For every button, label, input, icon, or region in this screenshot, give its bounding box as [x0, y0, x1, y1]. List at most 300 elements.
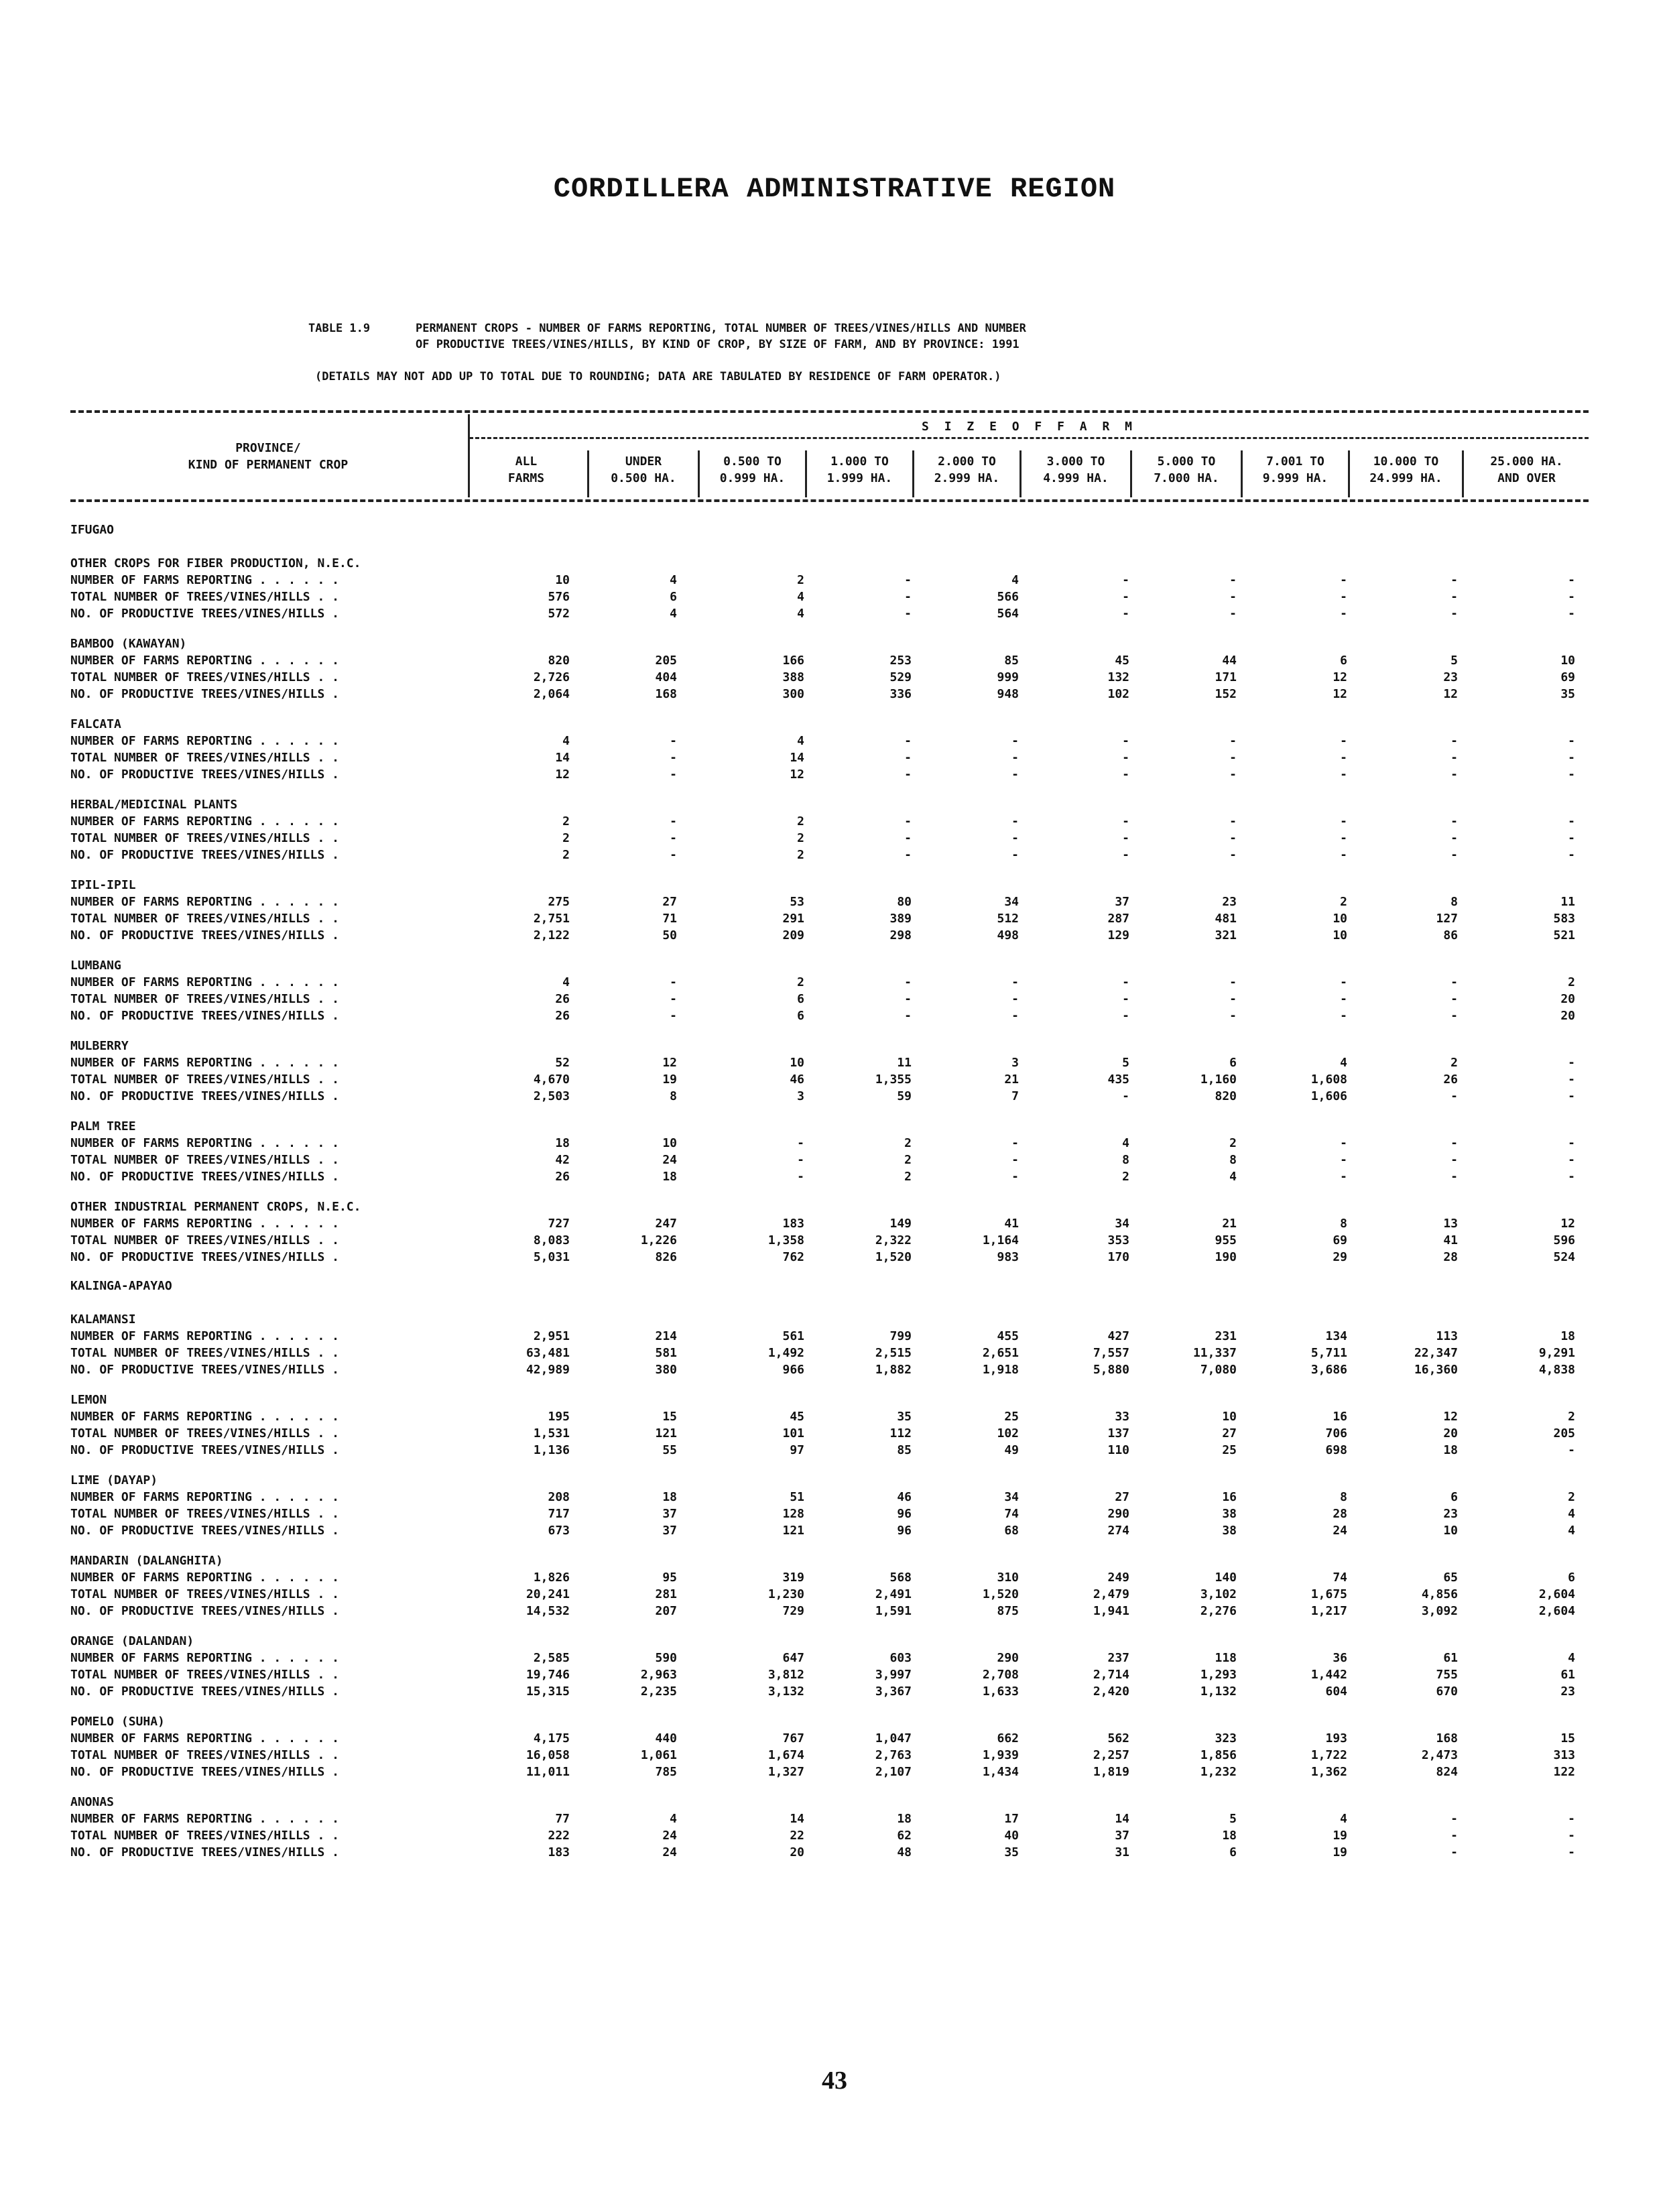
- table-cell: 1,674: [767, 1748, 804, 1762]
- crop-block: [70, 1311, 1589, 1378]
- column-header-line-1: 5.000 TO: [1157, 454, 1216, 469]
- table-cell: 576: [548, 590, 570, 604]
- table-cell: -: [670, 1009, 677, 1023]
- row-label: NUMBER OF FARMS REPORTING . . . . . .: [70, 1571, 339, 1585]
- column-header-line-1: 25.000 HA.: [1490, 454, 1563, 469]
- table-row: [70, 1844, 1589, 1861]
- table-cell: -: [1340, 814, 1347, 828]
- table-cell: -: [1340, 1170, 1347, 1184]
- table-cell: 604: [1325, 1684, 1347, 1699]
- table-cell: 19: [1333, 1845, 1347, 1859]
- table-cell: 1,819: [1093, 1765, 1129, 1779]
- table-cell: -: [1122, 831, 1129, 845]
- table-row: [70, 1569, 1589, 1586]
- table-cell: -: [1568, 734, 1575, 748]
- column-header-line-1: 2.000 TO: [938, 454, 996, 469]
- table-caption: [308, 320, 1381, 353]
- table-row: [70, 1054, 1589, 1071]
- table-cell: 2,322: [875, 1233, 912, 1247]
- table-cell: -: [1450, 1812, 1458, 1826]
- table-cell: 19: [662, 1072, 677, 1087]
- table-cell: 1,327: [767, 1765, 804, 1779]
- table-cell: 222: [548, 1829, 570, 1843]
- table-cell: 12: [662, 1056, 677, 1070]
- table-cell: -: [797, 1170, 804, 1184]
- table-cell: 2: [904, 1136, 912, 1150]
- table-cell: 59: [897, 1089, 912, 1103]
- table-cell: 1,230: [767, 1587, 804, 1601]
- table-cell: 647: [782, 1651, 804, 1665]
- table-cell: 205: [1553, 1426, 1575, 1440]
- table-cell: 698: [1325, 1443, 1347, 1457]
- table-cell: 767: [782, 1731, 804, 1745]
- table-cell: 27: [662, 895, 677, 909]
- crop-block: [70, 1713, 1589, 1780]
- table-cell: 12: [555, 767, 570, 782]
- table-cell: 17: [1004, 1812, 1019, 1826]
- table-cell: 62: [897, 1829, 912, 1843]
- table-cell: 149: [889, 1217, 912, 1231]
- column-divider: [1462, 450, 1464, 497]
- table-cell: 35: [1004, 1845, 1019, 1859]
- table-row: [70, 766, 1589, 783]
- table-cell: 290: [997, 1651, 1019, 1665]
- table-cell: 353: [1107, 1233, 1129, 1247]
- stub-header-line-2: KIND OF PERMANENT CROP: [188, 458, 349, 472]
- column-header-line-1: ALL: [515, 454, 538, 469]
- table-cell: 2,714: [1093, 1668, 1129, 1682]
- row-label: NUMBER OF FARMS REPORTING . . . . . .: [70, 1410, 339, 1424]
- table-cell: 18: [555, 1136, 570, 1150]
- table-cell: 137: [1107, 1426, 1129, 1440]
- table-cell: -: [797, 1136, 804, 1150]
- table-cell: 34: [1004, 895, 1019, 909]
- column-header: [590, 453, 697, 487]
- table-cell: 45: [1115, 654, 1129, 668]
- table-row: [70, 1249, 1589, 1266]
- row-label: NUMBER OF FARMS REPORTING . . . . . .: [70, 1731, 339, 1745]
- table-cell: 2,604: [1538, 1604, 1575, 1618]
- table-cell: 2,122: [533, 928, 570, 942]
- row-label: NUMBER OF FARMS REPORTING . . . . . .: [70, 1651, 339, 1665]
- table-cell: 6: [797, 1009, 804, 1023]
- table-cell: 2: [797, 814, 804, 828]
- table-cell: 966: [782, 1363, 804, 1377]
- table-cell: 171: [1215, 670, 1237, 684]
- table-cell: -: [1568, 1812, 1575, 1826]
- table-cell: 4,856: [1421, 1587, 1458, 1601]
- table-row: [70, 927, 1589, 944]
- table-cell: 23: [1222, 895, 1237, 909]
- row-label: TOTAL NUMBER OF TREES/VINES/HILLS . .: [70, 1233, 339, 1247]
- table-cell: 2: [1229, 1136, 1237, 1150]
- table-cell: 18: [662, 1490, 677, 1504]
- crop-name: ANONAS: [70, 1795, 115, 1809]
- table-cell: 4: [1568, 1651, 1575, 1665]
- table-cell: -: [904, 751, 912, 765]
- table-cell: 8: [670, 1089, 677, 1103]
- table-row: [70, 1071, 1589, 1088]
- crop-name: OTHER CROPS FOR FIBER PRODUCTION, N.E.C.: [70, 556, 361, 570]
- column-header-line-1: 3.000 TO: [1046, 454, 1105, 469]
- table-cell: -: [1450, 573, 1458, 587]
- table-cell: 208: [548, 1490, 570, 1504]
- crop-name: HERBAL/MEDICINAL PLANTS: [70, 798, 238, 812]
- table-cell: 6: [1340, 654, 1347, 668]
- table-cell: 755: [1436, 1668, 1458, 1682]
- crop-block: [70, 1794, 1589, 1861]
- column-header-line-1: UNDER: [625, 454, 662, 469]
- table-cell: 4: [1568, 1507, 1575, 1521]
- row-label: NO. OF PRODUCTIVE TREES/VINES/HILLS .: [70, 928, 339, 942]
- table-cell: 481: [1215, 912, 1237, 926]
- table-cell: 427: [1107, 1329, 1129, 1343]
- crop-block: [70, 1392, 1589, 1459]
- column-header-line-2: 0.999 HA.: [719, 471, 786, 485]
- table-cell: 74: [1333, 1571, 1347, 1585]
- table-cell: -: [1122, 975, 1129, 989]
- table-cell: 5,711: [1310, 1346, 1347, 1360]
- table-row: [70, 1764, 1589, 1780]
- table-cell: 564: [997, 607, 1019, 621]
- table-cell: 2: [797, 975, 804, 989]
- table-cell: 37: [1115, 895, 1129, 909]
- table-cell: -: [1011, 831, 1019, 845]
- row-label: NUMBER OF FARMS REPORTING . . . . . .: [70, 1812, 339, 1826]
- table-cell: 10: [790, 1056, 804, 1070]
- table-cell: -: [1340, 573, 1347, 587]
- table-cell: 34: [1115, 1217, 1129, 1231]
- table-note: (DETAILS MAY NOT ADD UP TO TOTAL DUE TO ROUNDING; DATA ARE TABULATED BY RESIDENCE OF FARM OPERATOR.): [315, 370, 1001, 383]
- table-cell: -: [904, 975, 912, 989]
- table-row: [70, 1603, 1589, 1619]
- province-heading: KALINGA-APAYAO: [70, 1279, 172, 1293]
- table-cell: 435: [1107, 1072, 1129, 1087]
- table-cell: 12: [790, 767, 804, 782]
- table-cell: 5,031: [533, 1250, 570, 1264]
- table-cell: 568: [889, 1571, 912, 1585]
- table-cell: 24: [662, 1153, 677, 1167]
- table-cell: 18: [1443, 1443, 1458, 1457]
- table-cell: 15: [662, 1410, 677, 1424]
- table-cell: 237: [1107, 1651, 1129, 1665]
- table-cell: 2: [562, 814, 570, 828]
- table-cell: 10: [555, 573, 570, 587]
- table-cell: 61: [1560, 1668, 1575, 1682]
- table-cell: 27: [1115, 1490, 1129, 1504]
- table-cell: 52: [555, 1056, 570, 1070]
- row-label: NO. OF PRODUCTIVE TREES/VINES/HILLS .: [70, 1604, 339, 1618]
- table-cell: 85: [1004, 654, 1019, 668]
- table-cell: 1,531: [533, 1426, 570, 1440]
- crop-name: LEMON: [70, 1393, 107, 1407]
- table-cell: 11: [1560, 895, 1575, 909]
- table-cell: 7,557: [1093, 1346, 1129, 1360]
- column-header: [1351, 453, 1461, 487]
- table-cell: -: [1122, 1089, 1129, 1103]
- table-cell: -: [1340, 767, 1347, 782]
- table-row: [70, 1007, 1589, 1024]
- table-cell: 2: [1450, 1056, 1458, 1070]
- crop-block: [70, 877, 1589, 944]
- table-cell: 10: [1222, 1410, 1237, 1424]
- table-cell: 521: [1553, 928, 1575, 942]
- table-cell: 1,941: [1093, 1604, 1129, 1618]
- table-cell: 2: [797, 831, 804, 845]
- table-cell: 572: [548, 607, 570, 621]
- column-header-line-2: AND OVER: [1497, 471, 1556, 485]
- table-cell: 48: [897, 1845, 912, 1859]
- table-cell: 134: [1325, 1329, 1347, 1343]
- crop-name: BAMBOO (KAWAYAN): [70, 637, 187, 651]
- column-header: [700, 453, 804, 487]
- table-cell: -: [1122, 734, 1129, 748]
- table-cell: 51: [790, 1490, 804, 1504]
- table-row: [70, 1328, 1589, 1345]
- table-cell: 42: [555, 1153, 570, 1167]
- table-cell: -: [1450, 814, 1458, 828]
- row-label: TOTAL NUMBER OF TREES/VINES/HILLS . .: [70, 1426, 339, 1440]
- table-cell: 662: [997, 1731, 1019, 1745]
- table-cell: 8: [1122, 1153, 1129, 1167]
- table-cell: 16: [1222, 1490, 1237, 1504]
- table-cell: 41: [1004, 1217, 1019, 1231]
- table-cell: 40: [1004, 1829, 1019, 1843]
- table-cell: 2: [1340, 895, 1347, 909]
- table-cell: 581: [655, 1346, 677, 1360]
- row-label: NUMBER OF FARMS REPORTING . . . . . .: [70, 895, 339, 909]
- row-label: TOTAL NUMBER OF TREES/VINES/HILLS . .: [70, 912, 339, 926]
- table-cell: 4: [797, 590, 804, 604]
- table-row: [70, 1408, 1589, 1425]
- table-cell: 68: [1004, 1524, 1019, 1538]
- table-cell: 207: [655, 1604, 677, 1618]
- table-cell: -: [1568, 1829, 1575, 1843]
- column-header-line-2: FARMS: [507, 471, 545, 485]
- table-cell: 16,058: [526, 1748, 570, 1762]
- crop-name: PALM TREE: [70, 1119, 136, 1133]
- table-cell: 11: [897, 1056, 912, 1070]
- row-label: TOTAL NUMBER OF TREES/VINES/HILLS . .: [70, 1153, 339, 1167]
- table-cell: 22: [790, 1829, 804, 1843]
- table-row: [70, 830, 1589, 847]
- table-cell: 46: [897, 1490, 912, 1504]
- table-cell: 2: [904, 1153, 912, 1167]
- table-cell: -: [1340, 992, 1347, 1006]
- table-cell: 2,276: [1200, 1604, 1237, 1618]
- table-cell: 5: [1122, 1056, 1129, 1070]
- table-cell: 1,918: [982, 1363, 1019, 1377]
- table-cell: 129: [1107, 928, 1129, 942]
- table-cell: -: [1450, 848, 1458, 862]
- table-cell: 85: [897, 1443, 912, 1457]
- table-cell: 6: [1450, 1490, 1458, 1504]
- row-label: TOTAL NUMBER OF TREES/VINES/HILLS . .: [70, 1748, 339, 1762]
- row-label: NUMBER OF FARMS REPORTING . . . . . .: [70, 1217, 339, 1231]
- table-cell: 1,826: [533, 1571, 570, 1585]
- row-label: NUMBER OF FARMS REPORTING . . . . . .: [70, 1329, 339, 1343]
- table-cell: 29: [1333, 1250, 1347, 1264]
- table-cell: 7,080: [1200, 1363, 1237, 1377]
- table-cell: 61: [1443, 1651, 1458, 1665]
- table-cell: 8: [1340, 1217, 1347, 1231]
- table-cell: 8,083: [533, 1233, 570, 1247]
- table-cell: 183: [782, 1217, 804, 1231]
- table-cell: 6: [670, 590, 677, 604]
- table-cell: 4: [562, 975, 570, 989]
- table-cell: -: [1229, 975, 1237, 989]
- table-cell: -: [1450, 831, 1458, 845]
- table-cell: 2: [1568, 1410, 1575, 1424]
- table-cell: 69: [1560, 670, 1575, 684]
- crop-name: FALCATA: [70, 717, 121, 731]
- table-cell: 50: [662, 928, 677, 942]
- table-cell: 37: [662, 1507, 677, 1521]
- table-cell: 4: [1229, 1170, 1237, 1184]
- table-cell: 16,360: [1414, 1363, 1458, 1377]
- table-row: [70, 1345, 1589, 1361]
- table-cell: 183: [548, 1845, 570, 1859]
- table-cell: 209: [782, 928, 804, 942]
- table-cell: 14: [790, 751, 804, 765]
- column-header-line-2: 24.999 HA.: [1369, 471, 1442, 485]
- crop-block: [70, 1552, 1589, 1619]
- table-cell: 2,585: [533, 1651, 570, 1665]
- column-header-line-2: 0.500 HA.: [611, 471, 676, 485]
- table-cell: 26: [555, 992, 570, 1006]
- table-cell: 799: [889, 1329, 912, 1343]
- table-cell: -: [1122, 751, 1129, 765]
- row-label: NO. OF PRODUCTIVE TREES/VINES/HILLS .: [70, 1765, 339, 1779]
- table-cell: 24: [1333, 1524, 1347, 1538]
- table-cell: -: [1340, 751, 1347, 765]
- table-cell: 275: [548, 895, 570, 909]
- table-cell: 1,633: [982, 1684, 1019, 1699]
- table-cell: -: [1340, 1136, 1347, 1150]
- table-cell: 46: [790, 1072, 804, 1087]
- table-cell: -: [1568, 573, 1575, 587]
- table-cell: 1,520: [982, 1587, 1019, 1601]
- table-cell: 45: [790, 1410, 804, 1424]
- table-cell: -: [1229, 831, 1237, 845]
- table-row: [70, 1522, 1589, 1539]
- table-cell: -: [1568, 1136, 1575, 1150]
- table-cell: 291: [782, 912, 804, 926]
- table-cell: -: [670, 751, 677, 765]
- table-cell: 983: [997, 1250, 1019, 1264]
- table-cell: 561: [782, 1329, 804, 1343]
- table-cell: 4: [1568, 1524, 1575, 1538]
- column-header-line-2: 9.999 HA.: [1262, 471, 1328, 485]
- table-cell: 27: [1222, 1426, 1237, 1440]
- column-divider: [1019, 450, 1022, 497]
- row-label: NO. OF PRODUCTIVE TREES/VINES/HILLS .: [70, 1845, 339, 1859]
- table-cell: 18: [1560, 1329, 1575, 1343]
- row-label: TOTAL NUMBER OF TREES/VINES/HILLS . .: [70, 1829, 339, 1843]
- table-cell: -: [1568, 607, 1575, 621]
- table-cell: 824: [1436, 1765, 1458, 1779]
- table-cell: -: [904, 607, 912, 621]
- table-cell: 12: [1560, 1217, 1575, 1231]
- table-cell: 1,217: [1310, 1604, 1347, 1618]
- column-divider: [1130, 450, 1132, 497]
- table-cell: 2,726: [533, 670, 570, 684]
- table-cell: 2,064: [533, 687, 570, 701]
- table-cell: 113: [1436, 1329, 1458, 1343]
- table-cell: -: [670, 975, 677, 989]
- table-cell: 1,047: [875, 1731, 912, 1745]
- table-cell: -: [1340, 590, 1347, 604]
- table-cell: 8: [1340, 1490, 1347, 1504]
- row-label: NO. OF PRODUCTIVE TREES/VINES/HILLS .: [70, 1089, 339, 1103]
- table-row: [70, 1747, 1589, 1764]
- table-cell: 321: [1215, 928, 1237, 942]
- row-label: NUMBER OF FARMS REPORTING . . . . . .: [70, 1136, 339, 1150]
- column-header-line-2: 1.999 HA.: [826, 471, 893, 485]
- row-label: NO. OF PRODUCTIVE TREES/VINES/HILLS .: [70, 1170, 339, 1184]
- row-label: TOTAL NUMBER OF TREES/VINES/HILLS . .: [70, 590, 339, 604]
- row-label: TOTAL NUMBER OF TREES/VINES/HILLS . .: [70, 1668, 339, 1682]
- table-cell: 727: [548, 1217, 570, 1231]
- table-cell: 41: [1443, 1233, 1458, 1247]
- table-cell: -: [1011, 1009, 1019, 1023]
- table-cell: 24: [662, 1845, 677, 1859]
- table-cell: 1,232: [1200, 1765, 1237, 1779]
- table-cell: 4: [1011, 573, 1019, 587]
- crop-name: LUMBANG: [70, 959, 121, 973]
- table-cell: 36: [1333, 1651, 1347, 1665]
- table-cell: 1,591: [875, 1604, 912, 1618]
- table-cell: 5: [1450, 654, 1458, 668]
- table-cell: 26: [555, 1009, 570, 1023]
- table-cell: 65: [1443, 1571, 1458, 1585]
- crop-name: KALAMANSI: [70, 1312, 136, 1327]
- table-cell: -: [670, 814, 677, 828]
- table-cell: 875: [997, 1604, 1019, 1618]
- table-cell: 4,670: [533, 1072, 570, 1087]
- table-cell: 2: [797, 573, 804, 587]
- stub-header-line-1: PROVINCE/: [235, 441, 301, 455]
- table-cell: 1,355: [875, 1072, 912, 1087]
- table-cell: 820: [1215, 1089, 1237, 1103]
- table-cell: 3: [1011, 1056, 1019, 1070]
- table-cell: 97: [790, 1443, 804, 1457]
- table-row: [70, 847, 1589, 863]
- table-cell: 112: [889, 1426, 912, 1440]
- table-cell: -: [1340, 734, 1347, 748]
- table-row: [70, 1152, 1589, 1168]
- table-row: [70, 669, 1589, 686]
- table-cell: 38: [1222, 1524, 1237, 1538]
- table-row: [70, 991, 1589, 1007]
- row-label: NO. OF PRODUCTIVE TREES/VINES/HILLS .: [70, 607, 339, 621]
- table-cell: -: [1568, 1072, 1575, 1087]
- table-cell: -: [1122, 767, 1129, 782]
- column-divider: [1348, 450, 1350, 497]
- table-cell: 12: [1333, 670, 1347, 684]
- table-cell: 21: [1004, 1072, 1019, 1087]
- table-cell: -: [1229, 607, 1237, 621]
- column-header: [1022, 453, 1129, 487]
- table-cell: 11,011: [526, 1765, 570, 1779]
- table-cell: 4: [1122, 1136, 1129, 1150]
- table-cell: 127: [1436, 912, 1458, 926]
- crop-name: MULBERRY: [70, 1039, 129, 1053]
- table-cell: 323: [1215, 1731, 1237, 1745]
- table-cell: 2,257: [1093, 1748, 1129, 1762]
- table-cell: 706: [1325, 1426, 1347, 1440]
- table-cell: -: [904, 848, 912, 862]
